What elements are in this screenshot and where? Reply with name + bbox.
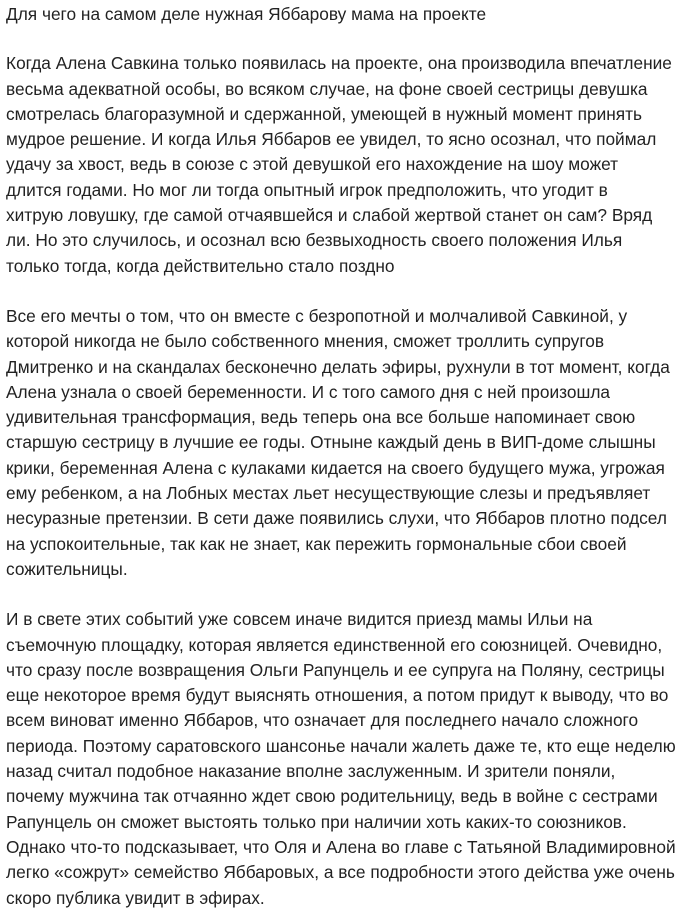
text-line: И в свете этих событий уже совсем иначе видится приезд мамы Ильи на	[6, 609, 593, 630]
text-line: старшую сестрицу в лучшие ее годы. Отныне каждый день в ВИП-доме слышны	[6, 432, 656, 453]
text-line: назад считал подобное наказание вполне заслуженным. И зрители поняли,	[6, 761, 616, 782]
paragraph-3	[6, 607, 691, 911]
text-line: Когда Алена Савкина только появилась на проекте, она производила впечатление	[6, 53, 672, 74]
paragraph-2	[6, 304, 691, 582]
text-line: Дмитренко и на скандалах бесконечно делать эфиры, рухнули в тот момент, когда	[6, 356, 670, 377]
text-line: которой никогда не было собственного мнения, сможет троллить супругов	[6, 331, 605, 352]
text-line: ли. Но это случилось, и осознал всю безвыходность своего положения Илья	[6, 230, 623, 251]
text-line: на успокоительные, так как не знает, как пережить гормональные сбои своей	[6, 533, 627, 554]
article-body	[6, 51, 691, 911]
text-line: периода. Поэтому саратовского шансонье начали жалеть даже те, кто еще неделю	[6, 735, 676, 756]
text-line: несуразные претензии. В сети даже появились слухи, что Яббаров плотно подсел	[6, 508, 667, 529]
text-line: Все его мечты о том, что он вместе с безропотной и молчаливой Савкиной, у	[6, 305, 628, 326]
text-line: удачу за хвост, ведь в союзе с этой девушкой его нахождение на шоу может	[6, 154, 619, 175]
text-line: Алена узнала о своей беременности. И с того самого дня с ней произошла	[6, 381, 611, 402]
text-line: Однако что-то подсказывает, что Оля и Алена во главе с Татьяной Владимировной	[6, 836, 676, 857]
article-title: Для чего на самом деле нужная Яббарову мама на проекте	[6, 4, 487, 24]
text-line: только тогда, когда действительно стало поздно	[6, 255, 395, 276]
text-line: еще некоторое время будут выяснять отношения, а потом придут к выводу, что во	[6, 685, 669, 706]
text-line: удивительная трансформация, ведь теперь она все больше напоминает свою	[6, 407, 636, 428]
text-line: Рапунцель он сможет выстоять только при наличии хоть каких-то союзников.	[6, 811, 627, 832]
text-line: что сразу после возвращения Ольги Рапунцель и ее супруга на Поляну, сестрицы	[6, 659, 665, 680]
text-line: длится годами. Но мог ли тогда опытный игрок предположить, что угодит в	[6, 179, 608, 200]
text-line: весьма адекватной особы, во всяком случае, на фоне своей сестрицы девушка	[6, 78, 648, 99]
text-line: почему мужчина так отчаянно ждет свою родительницу, ведь в войне с сестрами	[6, 786, 658, 807]
text-line: ему ребенком, а на Лобных местах льет несуществующие слезы и предъявляет	[6, 483, 651, 504]
text-line: крики, беременная Алена с кулаками кидается на своего будущего мужа, угрожая	[6, 457, 665, 478]
text-line: всем виноват именно Яббаров, что означает для последнего начало сложного	[6, 710, 639, 731]
text-line: хитрую ловушку, где самой отчаявшейся и слабой жертвой станет он сам? Вряд	[6, 205, 653, 226]
paragraph-1	[6, 51, 691, 279]
text-line: смотрелась благоразумной и сдержанной, умеющей в нужный момент принять	[6, 103, 643, 124]
text-line: легко «сожрут» семейство Яббаровых, а все подробности этого действа уже очень	[6, 862, 675, 883]
text-line: мудрое решение. И когда Илья Яббаров ее увидел, то ясно осознал, что поймал	[6, 129, 657, 150]
text-line: съемочную площадку, которая является единственной его союзницей. Очевидно,	[6, 634, 663, 655]
text-line: скоро публика увидит в эфирах.	[6, 887, 265, 908]
text-line: сожительницы.	[6, 558, 128, 579]
